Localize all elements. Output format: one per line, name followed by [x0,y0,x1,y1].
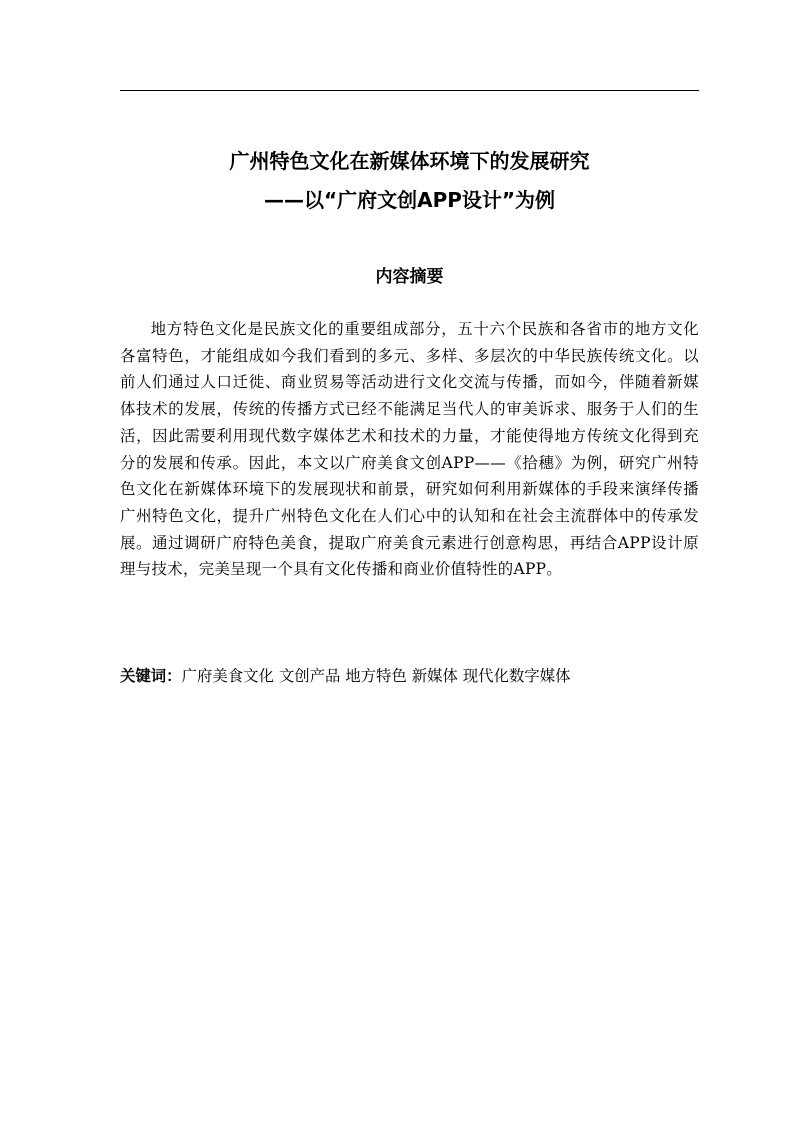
abstract-heading: 内容摘要 [375,267,444,287]
keywords-line [120,662,699,690]
keywords-label: 关键词： [120,667,182,685]
title-block [120,142,699,220]
paper-title: 广州特色文化在新媒体环境下的发展研究 [229,149,590,173]
abstract-body: 地方特色文化是民族文化的重要组成部分，五十六个民族和各省市的地方文化各富特色，才能组成如今我们看到的多元、多样、多层次的中华民族传统文化。以前人们通过人口迁徙、商业贸易等活动进行文化交流与传播，而如今，伴随着新媒体技术的发展，传统的传播方式已经不能满足当代人的审美诉求、服务于人们的生活，因此需要利用现代数字媒体艺术和技术的力量，才能使得地方传统文化得到充分的发展和传承。因此，本文以广府美食文创APP——《拾穗》为例，研究广州特色文化在新媒体环境下的发展现状和前景，研究如何利用新媒体的手段来演绎传播广州特色文化，提升广州特色文化在人们心中的认知和在社会主流群体中的传承发展。通过调研广府特色美食，提取广府美食元素进行创意构思，再结合APP设计原理与技术，完美呈现一个具有文化传播和商业价值特性的APP。 [120,320,699,579]
header-rule [120,90,699,91]
keywords-list: 广府美食文化 文创产品 地方特色 新媒体 现代化数字媒体 [181,667,571,685]
paper-subtitle: ——以“广府文创APP设计”为例 [263,188,556,212]
